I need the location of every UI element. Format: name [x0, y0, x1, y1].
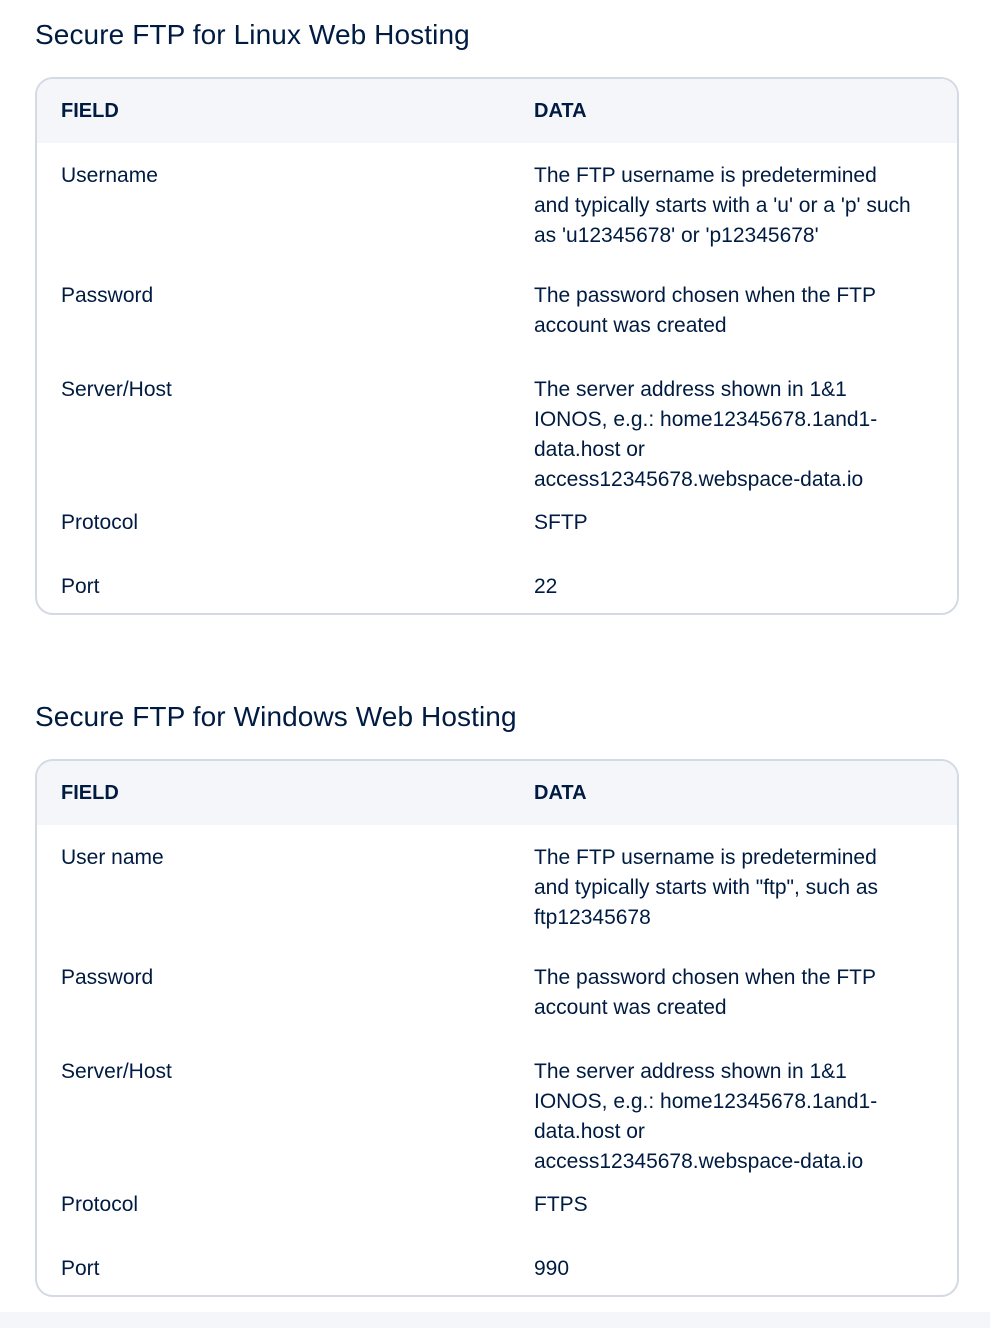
section-title: Secure FTP for Linux Web Hosting: [35, 19, 470, 50]
data-cell: 22: [534, 575, 558, 598]
field-cell: Password: [61, 284, 154, 307]
column-header-data: DATA: [534, 781, 587, 804]
data-cell: The password chosen when the FTP account was created: [534, 966, 876, 1019]
linux-ftp-table: [35, 77, 959, 615]
field-cell: Username: [61, 164, 158, 187]
data-cell: The FTP username is predetermined and typically starts with a 'u' or a 'p' such as 'u12345678' or 'p12345678': [534, 164, 911, 247]
data-cell: The FTP username is predetermined and typically starts with "ftp", such as ftp12345678: [534, 846, 879, 929]
table-row: [37, 268, 957, 362]
field-cell: Server/Host: [61, 1060, 172, 1083]
field-cell: Port: [61, 1257, 100, 1280]
column-header-field: FIELD: [61, 99, 119, 122]
table-row: [37, 825, 957, 950]
field-cell: Protocol: [61, 1193, 139, 1216]
table-row: [37, 1177, 957, 1241]
table-header-row: [37, 761, 957, 825]
data-cell: FTPS: [534, 1193, 588, 1216]
data-cell: The server address shown in 1&1 IONOS, e.g.: home12345678.1and1-data.host or access12345678.webspace-data.io: [534, 378, 878, 491]
data-cell: The password chosen when the FTP account was created: [534, 284, 876, 337]
column-header-data: DATA: [534, 99, 587, 122]
data-cell: SFTP: [534, 511, 588, 534]
section-title: Secure FTP for Windows Web Hosting: [35, 701, 517, 732]
field-cell: Password: [61, 966, 154, 989]
table-row: [37, 143, 957, 268]
table-row: [37, 950, 957, 1044]
column-header-field: FIELD: [61, 781, 119, 804]
data-cell: 990: [534, 1257, 570, 1280]
field-cell: Server/Host: [61, 378, 172, 401]
data-cell: The server address shown in 1&1 IONOS, e.g.: home12345678.1and1-data.host or access12345678.webspace-data.io: [534, 1060, 878, 1173]
field-cell: Port: [61, 575, 100, 598]
field-cell: User name: [61, 846, 164, 869]
page-footer-band: [0, 1312, 990, 1328]
windows-ftp-table: [35, 759, 959, 1297]
table-row: [37, 495, 957, 559]
field-cell: Protocol: [61, 511, 139, 534]
table-row: [37, 362, 957, 495]
table-row: [37, 1241, 957, 1297]
table-header-row: [37, 79, 957, 143]
table-row: [37, 559, 957, 615]
table-row: [37, 1044, 957, 1177]
